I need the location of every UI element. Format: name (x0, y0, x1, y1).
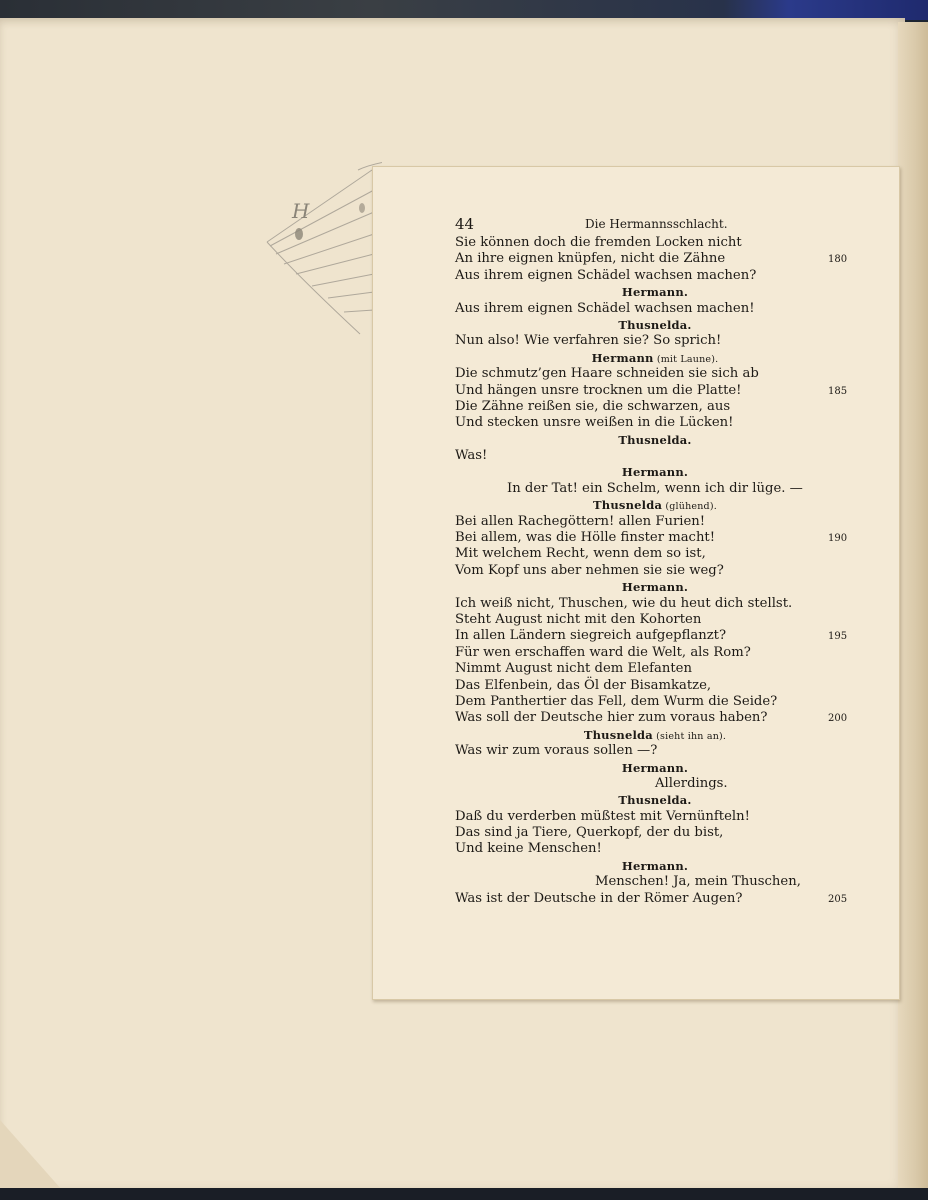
book-page-clipping (372, 166, 900, 1000)
running-head (455, 215, 855, 235)
verse-text: Vom Kopf uns aber nehmen sie sie weg? (455, 562, 724, 578)
speaker-name: Hermann. (621, 858, 689, 873)
speaker-name: Hermann. (621, 760, 689, 775)
verse-line (455, 710, 855, 726)
page-text (455, 215, 855, 907)
verse-text: Ich weiß nicht, Thuschen, wie du heut dich stellst. (455, 595, 793, 611)
verse-text: Was! (455, 448, 488, 464)
stage-direction: (glühend). (662, 501, 717, 513)
verse-line (455, 661, 855, 677)
speaker-heading (455, 284, 855, 300)
verse-line (455, 235, 855, 251)
verse-text: Bei allen Rachegöttern! allen Furien! (455, 513, 706, 529)
pencil-sketch (262, 150, 382, 340)
verse-text: In allen Ländern siegreich aufgepflanzt? (455, 628, 727, 644)
speaker-name: Thusnelda. (618, 793, 692, 808)
speaker-heading (455, 579, 855, 595)
verse-text: Mit welchem Recht, wenn dem so ist, (455, 546, 706, 562)
album-binding-bottom (0, 1188, 928, 1200)
speaker-name: Thusnelda (593, 498, 663, 513)
line-number: 180 (828, 254, 848, 266)
line-number: 205 (828, 893, 848, 905)
speaker-heading (455, 760, 855, 776)
verse-text: Daß du verderben müßtest mit Vernünfteln! (455, 808, 750, 824)
verse-line (455, 596, 855, 612)
speaker-heading (455, 350, 855, 366)
speaker-heading (455, 727, 855, 743)
verse-text: Und stecken unsre weißen in die Lücken! (455, 415, 734, 431)
verse-text: Was ist der Deutsche in der Römer Augen? (455, 890, 743, 906)
verse-line (455, 628, 855, 644)
verse-text: Aus ihrem eignen Schädel wachsen machen! (455, 300, 755, 316)
stage-direction: (sieht ihn an). (652, 730, 727, 742)
verse-line (455, 268, 855, 284)
album-binding-top (0, 0, 928, 20)
speaker-name: Thusnelda. (618, 432, 692, 447)
verse-line (455, 301, 855, 317)
verse-line (455, 841, 855, 857)
verse-text: Steht August nicht mit den Kohorten (455, 611, 702, 627)
stage-direction: (mit Laune). (653, 353, 719, 365)
verse-line (455, 546, 855, 562)
verse-line (455, 612, 855, 628)
line-number: 200 (828, 713, 848, 725)
verse-line (455, 678, 855, 694)
line-number: 190 (828, 533, 848, 545)
verse-line (455, 415, 855, 431)
verse-line (455, 530, 855, 546)
verse-line (455, 514, 855, 530)
verse-line (455, 563, 855, 579)
verse-line (455, 743, 855, 759)
verse-line (455, 825, 855, 841)
speaker-heading (455, 317, 855, 333)
verse-text: Allerdings. (655, 775, 728, 791)
speaker-name: Thusnelda (583, 727, 653, 742)
line-number: 185 (828, 385, 848, 397)
verse-line (455, 366, 855, 382)
verse-line (455, 333, 855, 349)
speaker-heading (455, 792, 855, 808)
speaker-heading (455, 464, 855, 480)
verse-text: Das sind ja Tiere, Querkopf, der du bist, (455, 825, 724, 841)
verse-text: Das Elfenbein, das Öl der Bisamkatze, (455, 677, 712, 693)
verse-text: Die Zähne reißen sie, die schwarzen, aus (455, 398, 731, 414)
page-number: 44 (455, 215, 475, 233)
verse-text: Für wen erschaffen ward die Welt, als Rom? (455, 644, 751, 660)
verse-line (455, 383, 855, 399)
verse-line (455, 891, 855, 907)
verse-line (455, 645, 855, 661)
dialogue-lines (455, 235, 855, 907)
verse-line (455, 874, 855, 890)
speaker-heading (455, 858, 855, 874)
verse-line (455, 251, 855, 267)
verse-text: Nimmt August nicht dem Elefanten (455, 661, 692, 677)
speaker-name: Hermann (591, 350, 654, 365)
verse-text: Aus ihrem eignen Schädel wachsen machen? (455, 267, 757, 283)
verse-text: Dem Panthertier das Fell, dem Wurm die Seide? (455, 693, 778, 709)
page-stack-edge (898, 22, 928, 1188)
verse-text: Die schmutz’gen Haare schneiden sie sich ab (455, 366, 759, 382)
speaker-name: Hermann. (621, 465, 689, 480)
verse-text: Was wir zum voraus sollen —? (455, 743, 658, 759)
verse-text: Und keine Menschen! (455, 841, 602, 857)
verse-line (455, 694, 855, 710)
sketch-letter: H (292, 199, 310, 223)
line-number: 195 (828, 631, 848, 643)
speaker-name: Thusnelda. (618, 317, 692, 332)
verse-line (455, 399, 855, 415)
verse-text: Und hängen unsre trocknen um die Platte! (455, 382, 742, 398)
speaker-heading (455, 497, 855, 513)
speaker-name: Hermann. (621, 580, 689, 595)
verse-text: Nun also! Wie verfahren sie? So sprich! (455, 333, 722, 349)
verse-line (455, 448, 855, 464)
verse-text: Sie können doch die fremden Locken nicht (455, 235, 742, 250)
verse-text: Was soll der Deutsche hier zum voraus haben? (455, 710, 768, 726)
verse-text: In der Tat! ein Schelm, wenn ich dir lüge. — (507, 480, 803, 496)
speaker-heading (455, 432, 855, 448)
running-title: Die Hermannsschlacht. (585, 217, 728, 231)
verse-line (455, 481, 855, 497)
verse-text: Bei allem, was die Hölle finster macht! (455, 530, 716, 546)
corner-fold (0, 1120, 62, 1190)
verse-text: An ihre eignen knüpfen, nicht die Zähne (455, 251, 726, 267)
verse-line (455, 776, 855, 792)
verse-line (455, 809, 855, 825)
speaker-name: Hermann. (621, 285, 689, 300)
verse-text: Menschen! Ja, mein Thuschen, (595, 874, 801, 890)
